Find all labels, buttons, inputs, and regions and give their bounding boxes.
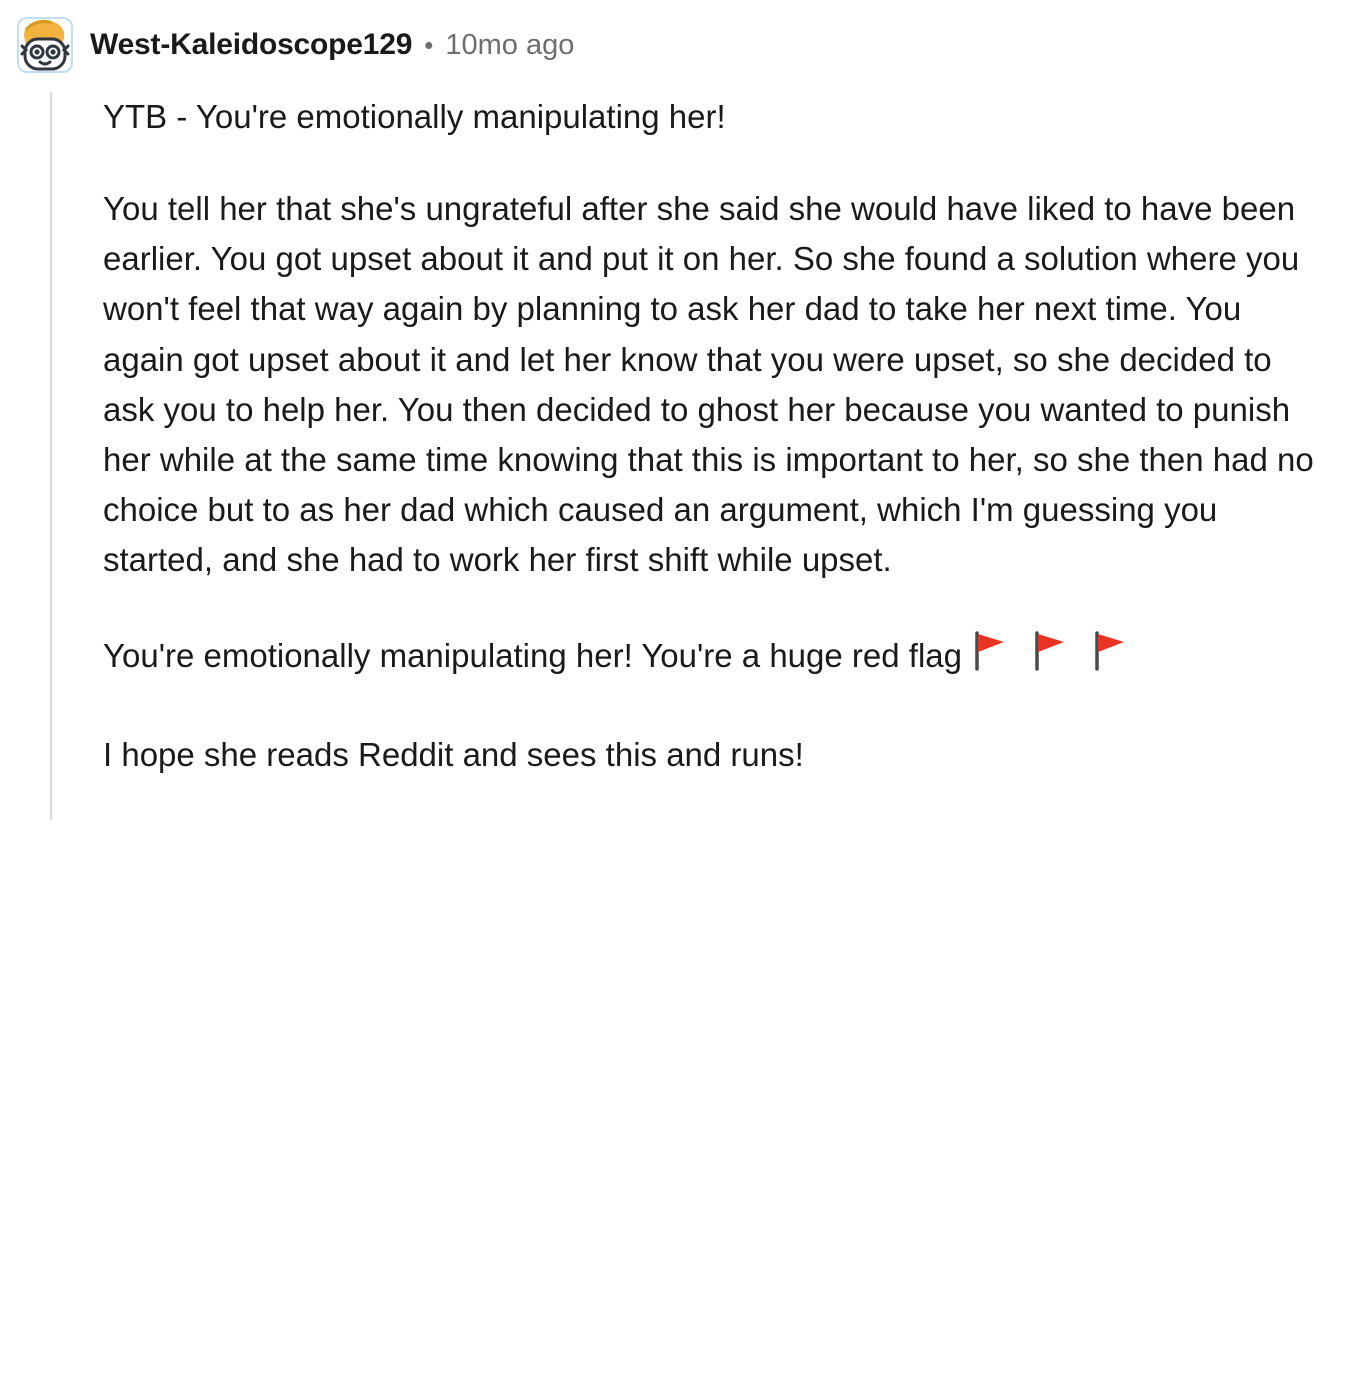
avatar[interactable] xyxy=(14,14,76,76)
byline-separator: • xyxy=(424,30,434,60)
comment-body xyxy=(0,92,1349,780)
comment-byline xyxy=(90,28,574,62)
red-flag-emoji xyxy=(966,627,1012,687)
avatar-cartoon-face-icon xyxy=(14,14,76,76)
comment-paragraph-verdict: YTB - You're emotionally manipulating her! xyxy=(103,98,726,135)
comment-author[interactable]: West-Kaleidoscope129 xyxy=(90,28,413,61)
comment-paragraph-redflag xyxy=(103,627,1319,687)
comment-timestamp: 10mo ago xyxy=(445,29,575,61)
red-flag-emoji xyxy=(1026,627,1072,687)
redflag-text: You're emotionally manipulating her! You're a huge red flag xyxy=(103,637,962,675)
comment-paragraph-explanation: You tell her that she's ungrateful after she said she would have liked to have been earlier. You got upset about it and put it on her. So she found a solution where you won't feel that way again by planning to ask her dad to take her next time. You again got upset about it and let her know that you were upset, so she decided to ask you to help her. You then decided to ghost her because you wanted to punish her while at the same time knowing that this is important to her, so she then had no choice but to as her dad which caused an argument, which I'm guessing you started, and she had to work her first shift while upset. xyxy=(103,190,1314,579)
comment-header xyxy=(0,0,1349,76)
red-flag-emoji xyxy=(1086,627,1132,687)
comment-paragraph-closing: I hope she reads Reddit and sees this and runs! xyxy=(103,735,804,773)
thread-collapse-line[interactable] xyxy=(50,92,52,820)
